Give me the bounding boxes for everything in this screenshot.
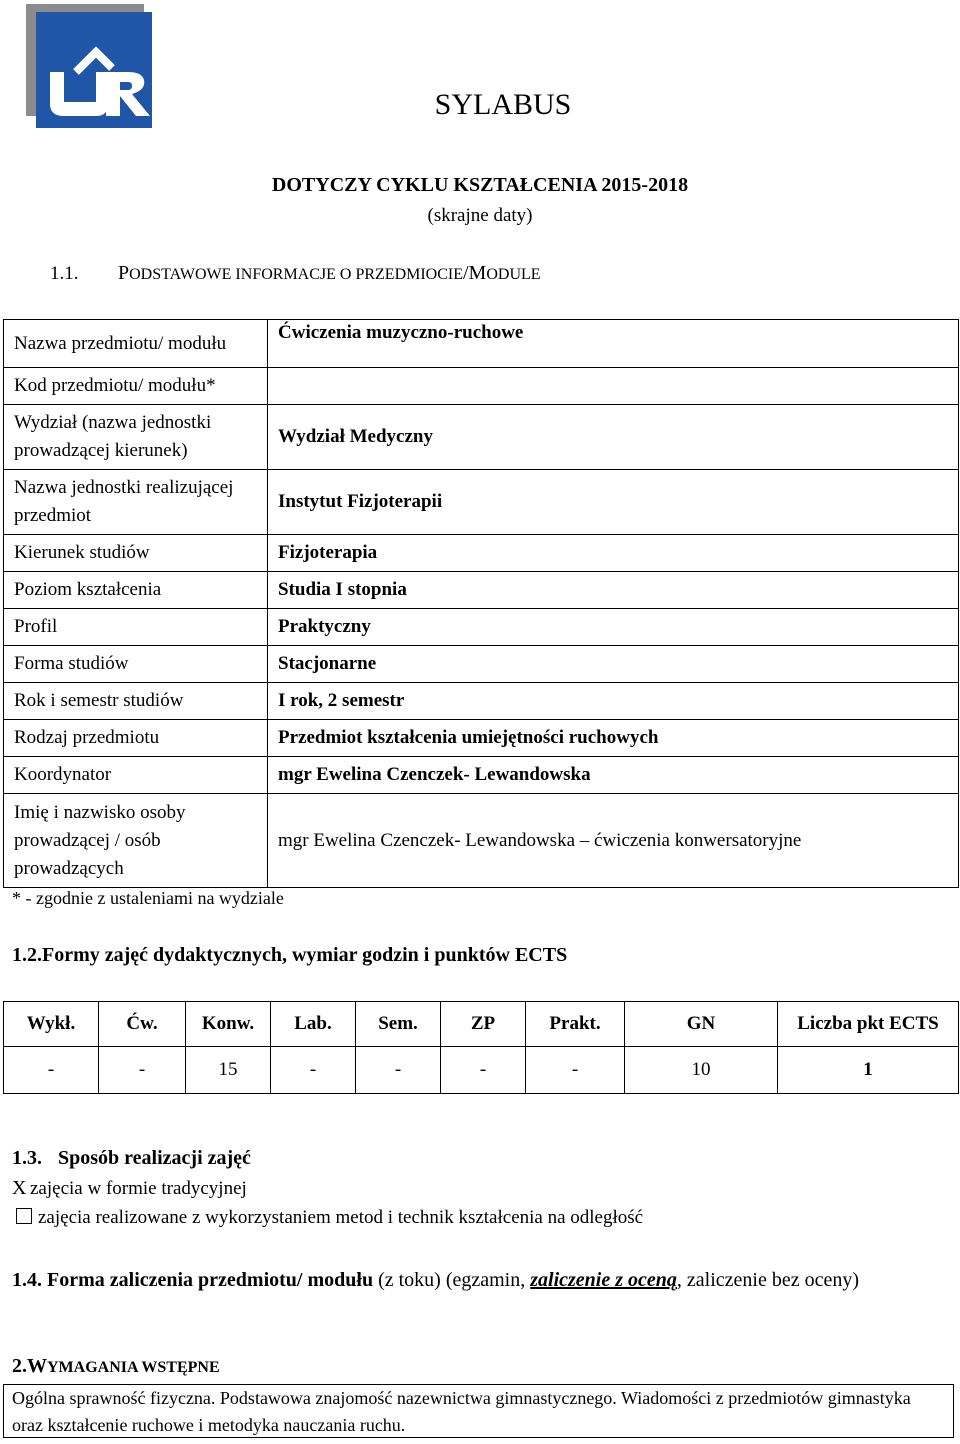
- column-header: ZP: [441, 1002, 526, 1047]
- heading-smallcaps: ODSTAWOWE INFORMACJE O PRZEDMIOCIE: [129, 266, 463, 283]
- delivery-option-traditional: [12, 1177, 247, 1200]
- table-cell: -: [4, 1047, 99, 1094]
- table-row: [4, 1047, 959, 1094]
- column-header: Liczba pkt ECTS: [778, 1002, 959, 1047]
- heading-cap: 2.W: [12, 1355, 47, 1377]
- table-row: [4, 794, 959, 888]
- table-cell: 1: [778, 1047, 959, 1094]
- info-label: Profil: [4, 609, 268, 646]
- prerequisites-box: Ogólna sprawność fizyczna. Podstawowa znajomość nazewnictwa gimnastycznego. Wiadomości z przedmiotów gimnastyka oraz kształcenie ruchowe i metodyka nauczania ruchu.: [3, 1384, 954, 1438]
- footnote: * - zgodnie z ustaleniami na wydziale: [12, 888, 284, 908]
- heading-cap-2: /M: [463, 262, 487, 284]
- section-title: Sposób realizacji zajęć: [58, 1147, 251, 1169]
- table-cell: -: [271, 1047, 356, 1094]
- table-row: [4, 683, 959, 720]
- info-value: Przedmiot kształcenia umiejętności ruchowych: [268, 720, 959, 757]
- document-title: SYLABUS: [434, 88, 572, 121]
- info-value: Wydział Medyczny: [268, 405, 959, 470]
- info-value: I rok, 2 semestr: [268, 683, 959, 720]
- info-value: mgr Ewelina Czenczek- Lewandowska – ćwiczenia konwersatoryjne: [268, 794, 959, 888]
- table-row: [4, 646, 959, 683]
- section-2-heading: [12, 1355, 220, 1378]
- heading-cap: P: [118, 262, 130, 284]
- column-header: Sem.: [356, 1002, 441, 1047]
- section-1-3-heading: [12, 1147, 251, 1170]
- table-header-row: [4, 1002, 959, 1047]
- info-value: Praktyczny: [268, 609, 959, 646]
- table-row: [4, 405, 959, 470]
- info-value: [268, 368, 959, 405]
- column-header: Prakt.: [526, 1002, 625, 1047]
- table-row: [4, 368, 959, 405]
- table-cell: 10: [625, 1047, 778, 1094]
- info-label: Forma studiów: [4, 646, 268, 683]
- column-header: Wykł.: [4, 1002, 99, 1047]
- info-label: Kod przedmiotu/ modułu*: [4, 368, 268, 405]
- table-cell: -: [356, 1047, 441, 1094]
- info-value: Ćwiczenia muzyczno-ruchowe: [268, 320, 959, 368]
- option-label: zajęcia realizowane z wykorzystaniem metod i technik kształcenia na odległość: [38, 1207, 644, 1228]
- info-label: Kierunek studiów: [4, 535, 268, 572]
- heading-smallcaps-2: ODULE: [486, 266, 541, 283]
- course-info-table: [3, 319, 959, 888]
- section-number: 1.1.: [50, 263, 79, 284]
- info-label: Rodzaj przedmiotu: [4, 720, 268, 757]
- info-label: Nazwa przedmiotu/ modułu: [4, 320, 268, 368]
- column-header: Ćw.: [99, 1002, 186, 1047]
- text-part: (z toku) (egzamin,: [373, 1269, 531, 1291]
- info-label: Rok i semestr studiów: [4, 683, 268, 720]
- table-cell: -: [526, 1047, 625, 1094]
- table-row: [4, 470, 959, 535]
- info-label: Koordynator: [4, 757, 268, 794]
- heading-smallcaps: YMAGANIA WSTĘPNE: [47, 1359, 220, 1376]
- table-cell: -: [441, 1047, 526, 1094]
- info-label: Nazwa jednostki realizującej przedmiot: [4, 470, 268, 535]
- delivery-option-remote: [12, 1207, 643, 1229]
- column-header: Konw.: [186, 1002, 271, 1047]
- table-row: [4, 609, 959, 646]
- selected-assessment: zaliczenie z oceną: [530, 1269, 677, 1291]
- empty-checkbox-icon: [16, 1208, 32, 1224]
- table-row: [4, 535, 959, 572]
- table-row: [4, 757, 959, 794]
- table-row: [4, 720, 959, 757]
- option-label: zajęcia w formie tradycyjnej: [30, 1178, 247, 1199]
- checked-mark-icon: X: [12, 1177, 27, 1199]
- info-value: Instytut Fizjoterapii: [268, 470, 959, 535]
- section-1-4-paragraph: [12, 1265, 942, 1296]
- info-label: Wydział (nazwa jednostki prowadzącej kierunek): [4, 405, 268, 470]
- info-value: Stacjonarne: [268, 646, 959, 683]
- section-1-2-heading: 1.2.Formy zajęć dydaktycznych, wymiar godzin i punktów ECTS: [12, 944, 568, 966]
- education-cycle: DOTYCZY CYKLU KSZTAŁCENIA 2015-2018: [271, 174, 689, 196]
- table-cell: 15: [186, 1047, 271, 1094]
- table-row: [4, 572, 959, 609]
- info-label: Poziom kształcenia: [4, 572, 268, 609]
- text-part: , zaliczenie bez oceny): [676, 1269, 860, 1291]
- column-header: GN: [625, 1002, 778, 1047]
- table-row: [4, 320, 959, 368]
- section-1-1-heading: [50, 262, 541, 285]
- info-value: mgr Ewelina Czenczek- Lewandowska: [268, 757, 959, 794]
- section-heading: 1.4. Forma zaliczenia przedmiotu/ modułu: [12, 1269, 374, 1291]
- column-header: Lab.: [271, 1002, 356, 1047]
- info-value: Studia I stopnia: [268, 572, 959, 609]
- table-cell: -: [99, 1047, 186, 1094]
- ects-table: [3, 1001, 959, 1094]
- info-value: Fizjoterapia: [268, 535, 959, 572]
- section-number: 1.3.: [12, 1147, 42, 1169]
- info-label: Imię i nazwisko osoby prowadzącej / osób prowadzących: [4, 794, 268, 888]
- dates-note: (skrajne daty): [427, 205, 533, 226]
